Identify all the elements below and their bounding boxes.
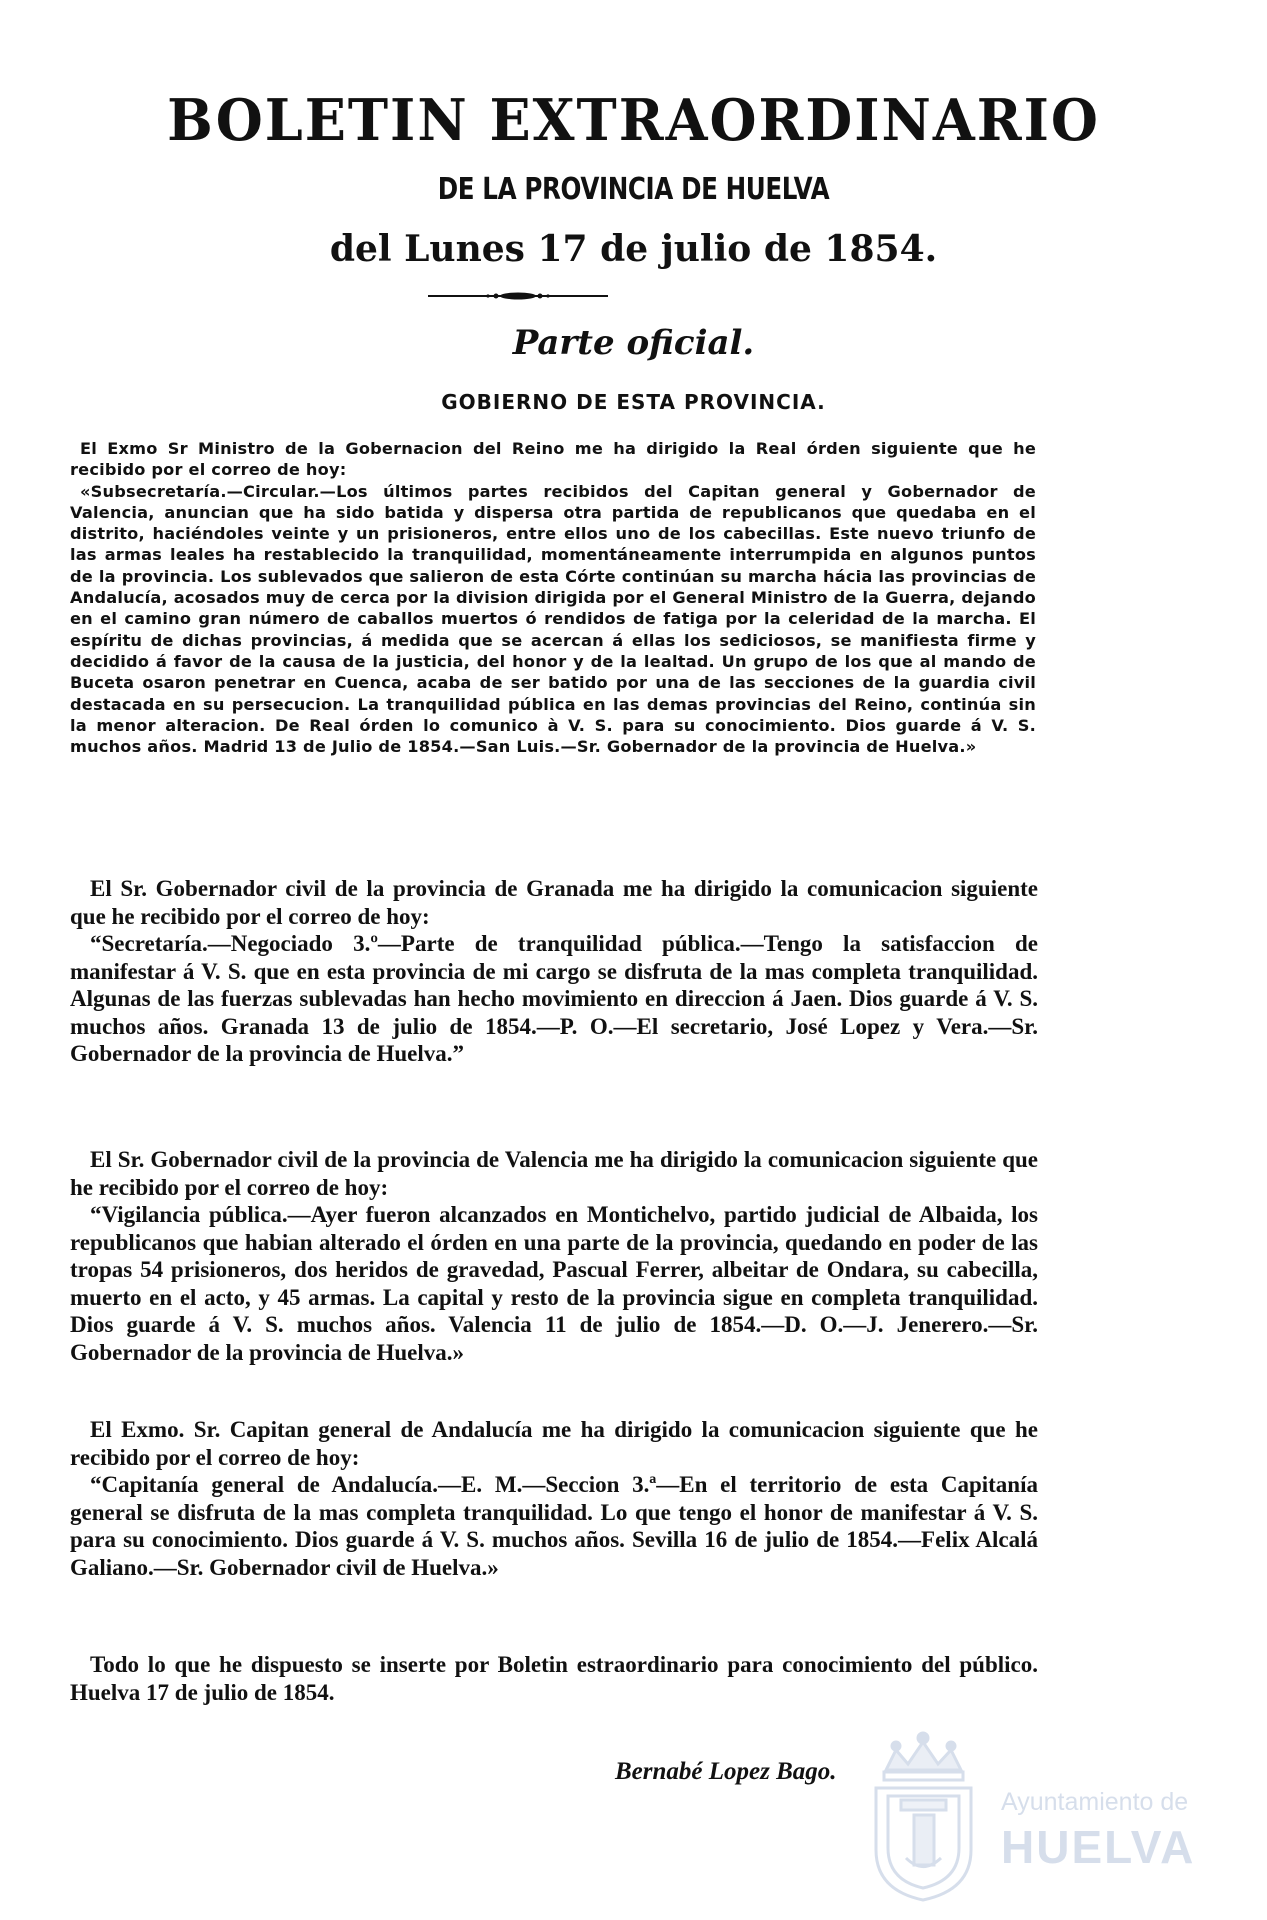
circular-text: «Subsecretaría.—Circular.—Los últimos partes recibidos del Capitan general y Gobernador de Valencia, anuncian que ha sido batida y dispersa otra partida de republicanos que quedaba en el distrito, haciéndoles veinte y un prisioneros, entre ellos uno de los cabecillas. Este nuevo triunfo de las armas leales ha restablecido la tranquilidad, momentáneamente interrumpida en algunos puntos de la provincia. Los sublevados que salieron de esta Córte continúan su marcha hácia las provincias de Andalucía, acosados muy de cerca por la division dirigida por el General Ministro de la Guerra, dejando en el camino gran número de caballos muertos ó rendidos de fatiga por la celeridad de la marcha. El espíritu de dichas provincias, á medida que se acercan á ellas los sediciosos, se manifiesta firme y decidido á favor de la causa de la justicia, del honor y de la lealtad. Un grupo de los que al mando de Buceta osaron penetrar en Cuenca, acaba de ser batido por una de las secciones de la guardia civil destacada en su persecucion. La tranquilidad pública en las demas provincias del Reino, continúa sin la menor alteracion. De Real órden lo comunico à V. S. para su conocimiento. Dios guarde á V. S. muchos años. Madrid 13 de Julio de 1854.—San Luis.—Sr. Gobernador de la provincia de Huelva.» [70,481,1036,757]
valencia-lead: El Sr. Gobernador civil de la provincia de Valencia me ha dirigido la comunicacion siguiente que he recibido por el correo de hoy: [70,1147,1038,1200]
watermark-line-2: HUELVA [1001,1821,1196,1873]
circular-lead: El Exmo Sr Ministro de la Gobernacion del Reino me ha dirigido la Real órden siguiente que he recibido por el correo de hoy: [70,439,1036,480]
valencia-body: “Vigilancia pública.—Ayer fueron alcanzados en Montichelvo, partido judicial de Albaida, los republicanos que habian alterado el órden en una parte de la provincia, quedando en poder de las tropas 54 prisioneros, dos heridos de gravedad, Pascual Ferrer, albeitar de Ondara, su cabecilla, muerto en el acto, y 45 armas. La capital y resto de la provincia sigue en completa tranquilidad. Dios guarde á V. S. muchos años. Valencia 11 de julio de 1854.—D. O.—J. Jenerero.—Sr. Gobernador de la provincia de Huelva.» [70,1202,1038,1365]
granada-lead: El Sr. Gobernador civil de la provincia de Granada me ha dirigido la comunicacion siguiente que he recibido por el correo de hoy: [70,876,1038,929]
andalucia-lead: El Exmo. Sr. Capitan general de Andalucía me ha dirigido la comunicacion siguiente que he recibido por el correo de hoy: [70,1417,1038,1470]
closing-text: Todo lo que he dispuesto se inserte por Boletin estraordinario para conocimiento del público. Huelva 17 de julio de 1854. [70,1652,1038,1705]
signature: Bernabé Lopez Bago. [615,1758,837,1785]
city-crest-icon [866,1730,981,1905]
document-subtitle: DE LA PROVINCIA DE HUELVA [437,172,830,207]
andalucia-communication [70,1416,1038,1581]
ornament-divider [428,292,608,300]
document-title: BOLETIN EXTRAORDINARIO [167,86,1100,154]
government-heading: GOBIERNO DE ESTA PROVINCIA. [441,390,826,414]
valencia-communication [70,1146,1038,1366]
watermark-line-1: Ayuntamiento de [1001,1788,1189,1816]
ministry-circular [70,438,1036,757]
andalucia-body: “Capitanía general de Andalucía.—E. M.—Seccion 3.ª—En el territorio de esta Capitanía general se disfruta de la mas completa tranquilidad. Lo que tengo el honor de manifestar á V. S. para su conocimiento. Dios guarde á V. S. muchos años. Sevilla 16 de julio de 1854.—Felix Alcalá Galiano.—Sr. Gobernador civil de Huelva.» [70,1472,1038,1580]
granada-body: “Secretaría.—Negociado 3.º—Parte de tranquilidad pública.—Tengo la satisfaccion de manifestar á V. S. que en esta provincia de mi cargo se disfruta de la mas completa tranquilidad. Algunas de las fuerzas sublevadas han hecho movimiento en direccion á Jaen. Dios guarde á V. S. muchos años. Granada 13 de julio de 1854.—P. O.—El secretario, José Lopez y Vera.—Sr. Gobernador de la provincia de Huelva.” [70,931,1038,1066]
watermark [866,1730,1246,1910]
document-date: del Lunes 17 de julio de 1854. [329,228,938,270]
closing-paragraph [70,1651,1038,1706]
section-heading: Parte oficial. [512,323,755,363]
granada-communication [70,875,1038,1068]
